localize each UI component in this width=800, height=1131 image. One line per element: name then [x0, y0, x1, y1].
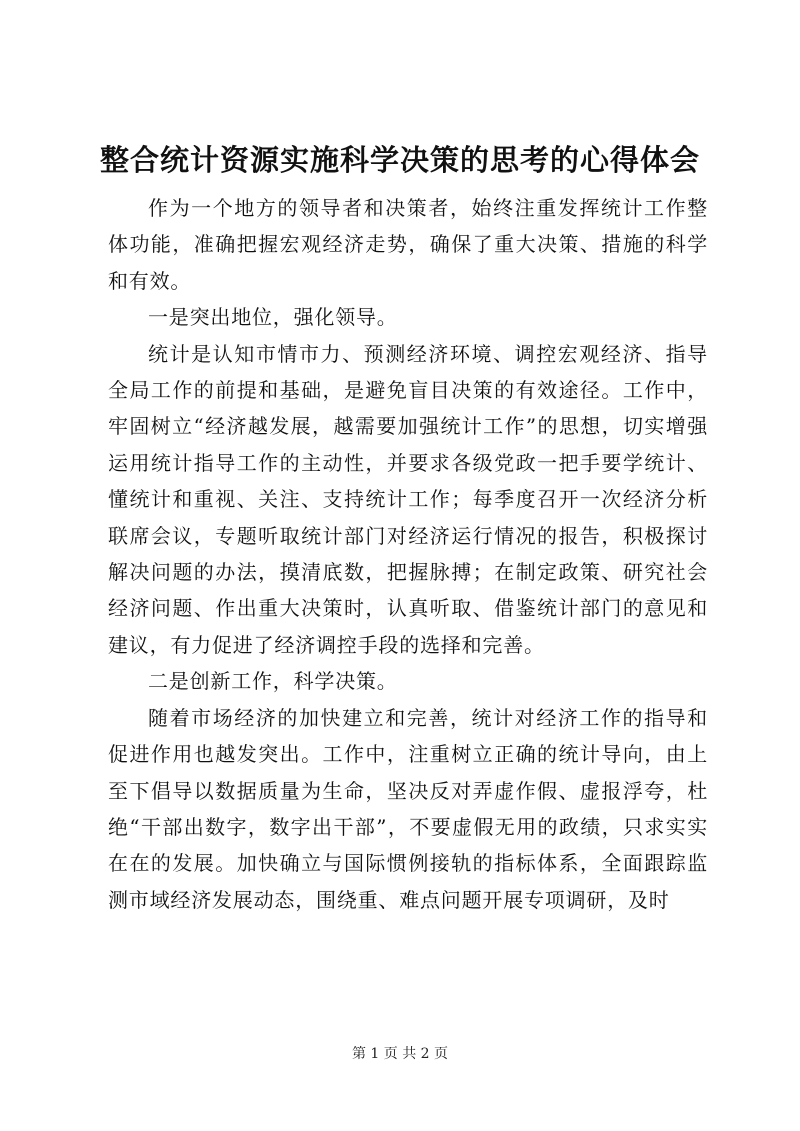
document-body — [108, 190, 708, 918]
section-heading-2: 二是创新工作，科学决策。 — [148, 669, 398, 694]
document-title: 整合统计资源实施科学决策的思考的心得体会 — [99, 143, 700, 177]
page-footer: 第 1 页 共 2 页 — [351, 1046, 449, 1062]
section-2-paragraph: 随着市场经济的加快建立和完善，统计对经济工作的指导和促进作用也越发突出。工作中，注重树立正确的统计导向，由上至下倡导以数据质量为生命，坚决反对弄虚作假、虚报浮夸，杜绝“干部出数字，数字出干部”，不要虚假无用的政绩，只求实实在在的发展。加快确立与国际惯例接轨的指标体系，全面跟踪监测市域经济发展动态，围绕重、难点问题开展专项调研，及时 — [108, 705, 708, 912]
intro-paragraph: 作为一个地方的领导者和决策者，始终注重发挥统计工作整体功能，准确把握宏观经济走势，确保了重大决策、措施的科学和有效。 — [108, 196, 708, 293]
section-1-paragraph: 统计是认知市情市力、预测经济环境、调控宏观经济、指导全局工作的前提和基础，是避免盲目决策的有效途径。工作中，牢固树立“经济越发展，越需要加强统计工作”的思想，切实增强运用统计指导工作的主动性，并要求各级党政一把手要学统计、懂统计和重视、关注、支持统计工作；每季度召开一次经济分析联席会议，专题听取统计部门对经济运行情况的报告，积极探讨解决问题的办法，摸清底数，把握脉搏；在制定政策、研究社会经济问题、作出重大决策时，认真听取、借鉴统计部门的意见和建议，有力促进了经济调控手段的选择和完善。 — [108, 341, 708, 657]
section-heading-1: 一是突出地位，强化领导。 — [148, 305, 398, 330]
